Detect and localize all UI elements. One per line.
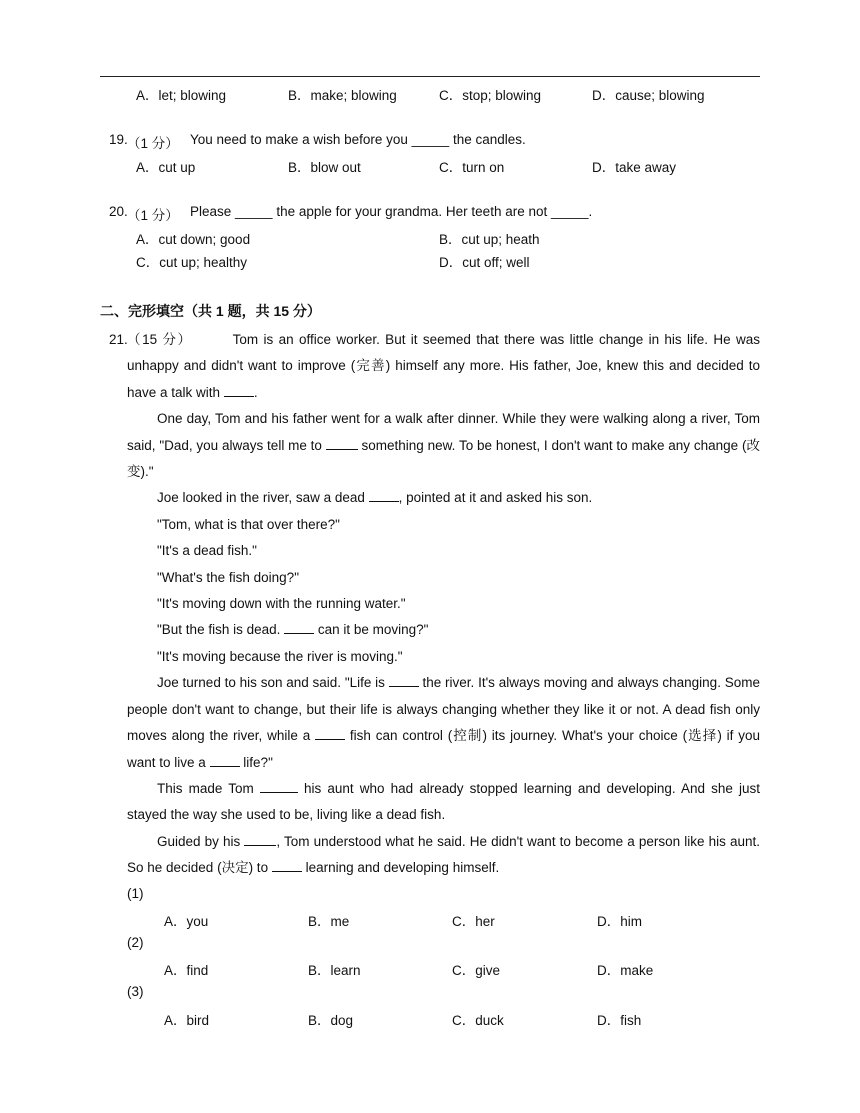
q19-option-c[interactable]: C．turn on xyxy=(439,160,505,175)
q21-score: （15 分） xyxy=(127,332,193,347)
q19-option-a[interactable]: A．cut up xyxy=(136,160,196,175)
passage-paragraph-4: "Tom, what is that over there?" xyxy=(157,516,340,532)
q20-option-a[interactable]: A．cut down; good xyxy=(136,232,251,247)
blank-5[interactable] xyxy=(389,674,419,687)
q19-score: （1 分） xyxy=(127,136,179,151)
passage-paragraph-7: "It's moving down with the running water." xyxy=(157,596,406,612)
sq1-option-a[interactable]: A．you xyxy=(164,914,209,929)
sq3-option-b[interactable]: B．dog xyxy=(308,1013,354,1028)
q21-number: 21. xyxy=(109,332,128,347)
blank-2[interactable] xyxy=(326,437,358,450)
q20-score: （1 分） xyxy=(127,208,179,223)
sq1-option-d[interactable]: D．him xyxy=(597,914,643,929)
passage-paragraph-6: "What's the fish doing?" xyxy=(157,569,299,585)
sq2-option-d[interactable]: D．make xyxy=(597,963,654,978)
q18-option-d[interactable]: D．cause; blowing xyxy=(592,88,705,103)
q18-option-c[interactable]: C．stop; blowing xyxy=(439,88,542,103)
passage-paragraph-2: One day, Tom and his father went for a walk after dinner. While they were walking along a river, Tom said, "Dad, you always tell me to something new. To be honest, I don't want to make any change (改变)." xyxy=(127,411,760,480)
q18-option-a[interactable]: A．let; blowing xyxy=(136,88,227,103)
passage-paragraph-11: This made Tom his aunt who had already stopped learning and developing. And she just stayed the way she used to be, living like a dead fish. xyxy=(127,780,760,823)
sq1-option-c[interactable]: C．her xyxy=(452,914,495,929)
q20-number: 20. xyxy=(109,204,128,219)
q20-stem: Please _____ the apple for your grandma. Her teeth are not _____. xyxy=(190,204,593,219)
sq3-option-a[interactable]: A．bird xyxy=(164,1013,210,1028)
q18-option-b[interactable]: B．make; blowing xyxy=(288,88,397,103)
passage-paragraph-5: "It's a dead fish." xyxy=(157,543,257,559)
q20-option-c[interactable]: C．cut up; healthy xyxy=(136,255,248,270)
sq2-option-a[interactable]: A．find xyxy=(164,963,209,978)
section-heading-cloze: 二、完形填空（共 1 题，共 15 分） xyxy=(100,303,321,319)
q21-passage xyxy=(127,327,760,882)
blank-1[interactable] xyxy=(224,384,254,397)
sq2-option-b[interactable]: B．learn xyxy=(308,963,361,978)
passage-paragraph-12: Guided by his , Tom understood what he said. He didn't want to become a person like his aunt. So he decided (决定) to learning and developing himself. xyxy=(127,833,760,876)
blank-7[interactable] xyxy=(210,754,240,767)
blank-6[interactable] xyxy=(315,727,345,740)
q19-option-d[interactable]: D．take away xyxy=(592,160,677,175)
q19-stem: You need to make a wish before you _____ the candles. xyxy=(190,132,526,147)
passage-paragraph-3: Joe looked in the river, saw a dead , pointed at it and asked his son. xyxy=(157,490,593,506)
subquestion-label: (1) xyxy=(127,886,144,901)
blank-9[interactable] xyxy=(244,833,276,846)
subquestion-label: (2) xyxy=(127,935,144,950)
q19-option-b[interactable]: B．blow out xyxy=(288,160,361,175)
sq3-option-d[interactable]: D．fish xyxy=(597,1013,642,1028)
top-divider xyxy=(100,76,760,77)
passage-paragraph-1: （15 分） Tom is an office worker. But it seemed that there was little change in his life. He was unhappy and didn't want to improve (完善) himself any more. His father, Joe, knew this and decided to have a talk with . xyxy=(127,332,760,400)
q19-number: 19. xyxy=(109,132,128,147)
sq3-option-c[interactable]: C．duck xyxy=(452,1013,504,1028)
passage-paragraph-8: "But the fish is dead. can it be moving?" xyxy=(157,622,429,638)
q20-option-b[interactable]: B．cut up; heath xyxy=(439,232,540,247)
blank-10[interactable] xyxy=(272,859,302,872)
blank-4[interactable] xyxy=(284,621,314,634)
q20-option-d[interactable]: D．cut off; well xyxy=(439,255,530,270)
passage-paragraph-10: Joe turned to his son and said. "Life is the river. It's always moving and always changing. Some people don't want to change, but their life is always changing whether they like it or not. A dead fish only moves along the river, while a fish can control (控制) its journey. What's your choice (选择) if you want to live a life?" xyxy=(127,675,761,770)
blank-8[interactable] xyxy=(260,780,298,793)
sq1-option-b[interactable]: B．me xyxy=(308,914,350,929)
subquestion-label: (3) xyxy=(127,984,144,999)
blank-3[interactable] xyxy=(369,489,399,502)
sq2-option-c[interactable]: C．give xyxy=(452,963,501,978)
passage-paragraph-9: "It's moving because the river is moving." xyxy=(157,648,403,664)
